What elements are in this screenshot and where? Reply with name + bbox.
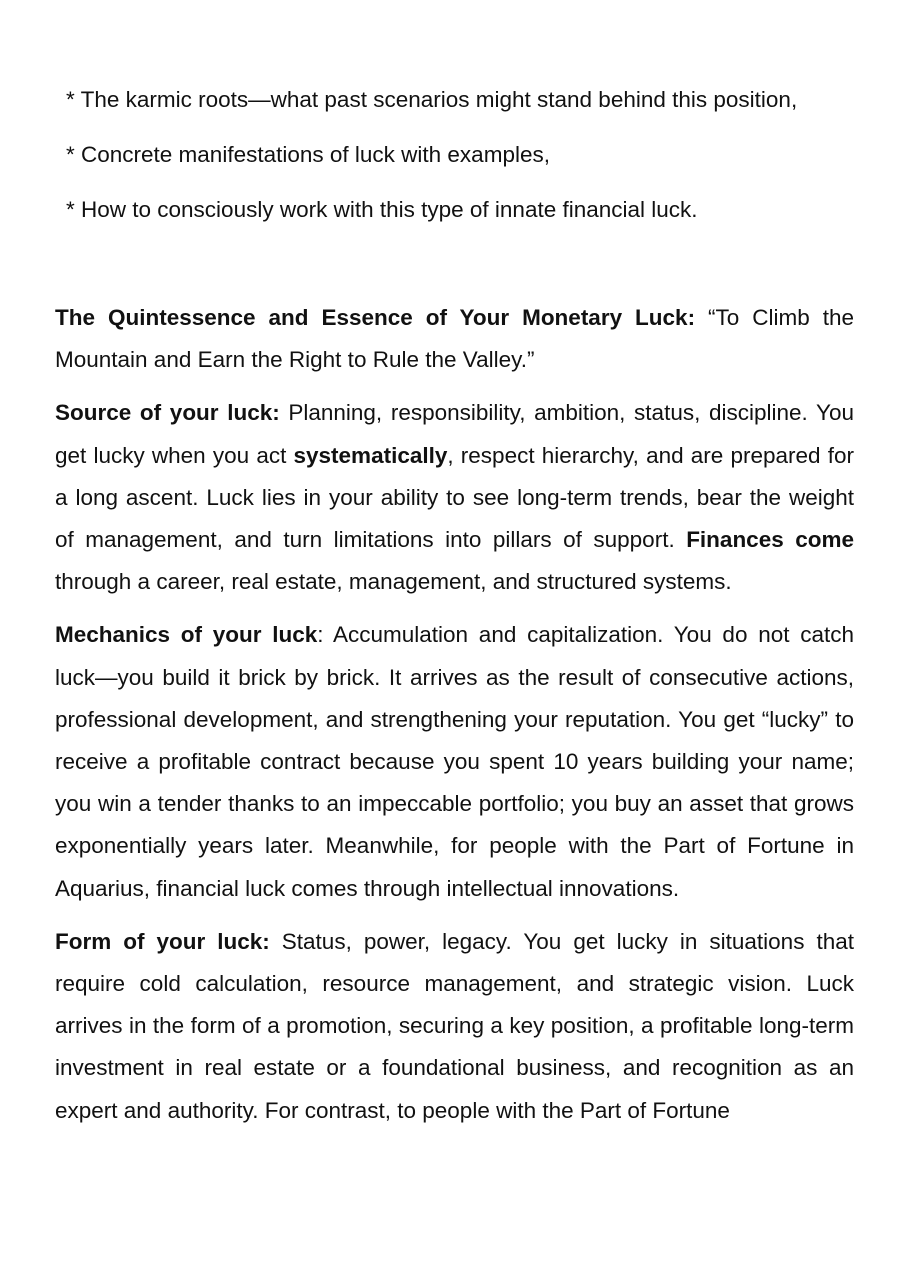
body-text — [55, 297, 854, 1132]
form-text: Status, power, legacy. You get lucky in situations that require cold calculation, resource management, and strategic vision. Luck arrives in the form of a promotion, securing a key position, a profitable long-term investment in real estate or a foundational business, and recognition as an expert and authority. For contrast, to people with the Part of Fortune — [55, 928, 854, 1123]
bullet-item-work-with-luck: * How to consciously work with this type of innate financial luck. — [66, 197, 698, 222]
paragraph-mechanics — [55, 614, 854, 909]
finances-label: Finances come — [686, 527, 854, 553]
bullet-list — [66, 84, 866, 249]
bullet-item-concrete-manifestations: * Concrete manifestations of luck with examples, — [66, 142, 550, 167]
form-label: Form of your luck: — [55, 928, 270, 954]
bullet-item-karmic-roots: * The karmic roots—what past scenarios might stand behind this position, — [66, 87, 798, 112]
paragraph-source — [55, 392, 854, 603]
source-label: Source of your luck: — [55, 400, 280, 426]
paragraph-quintessence — [55, 297, 854, 381]
paragraph-form — [55, 921, 854, 1132]
mechanics-text: : Accumulation and capitalization. You do not catch luck—you build it brick by brick. It arrives as the result of consecutive actions, professional development, and strengthening your reputation. You get “lucky” to receive a profitable contract because you spent 10 years building your name; you win a tender thanks to an impeccable portfolio; you buy an asset that grows exponentially years later. Meanwhile, for people with the Part of Fortune in Aquarius, financial luck comes through intellectual innovations. — [55, 622, 854, 901]
quintessence-label: The Quintessence and Essence of Your Monetary Luck: — [55, 305, 696, 330]
source-emphasis: systematically — [293, 442, 448, 468]
mechanics-label: Mechanics of your luck — [55, 622, 318, 648]
quintessence-text: “To Climb the Mountain and Earn the Right to Rule the Valley.” — [55, 305, 854, 373]
source-text-1: Planning, responsibility, ambition, status, discipline. You get lucky when you act — [55, 400, 854, 468]
source-text-2: , respect hierarchy, and are prepared for a long ascent. Luck lies in your ability to see long-term trends, bear the weight of management, and turn limitations into pillars of support. — [55, 442, 854, 553]
source-text-3: through a career, real estate, management, and structured systems. — [55, 569, 732, 595]
